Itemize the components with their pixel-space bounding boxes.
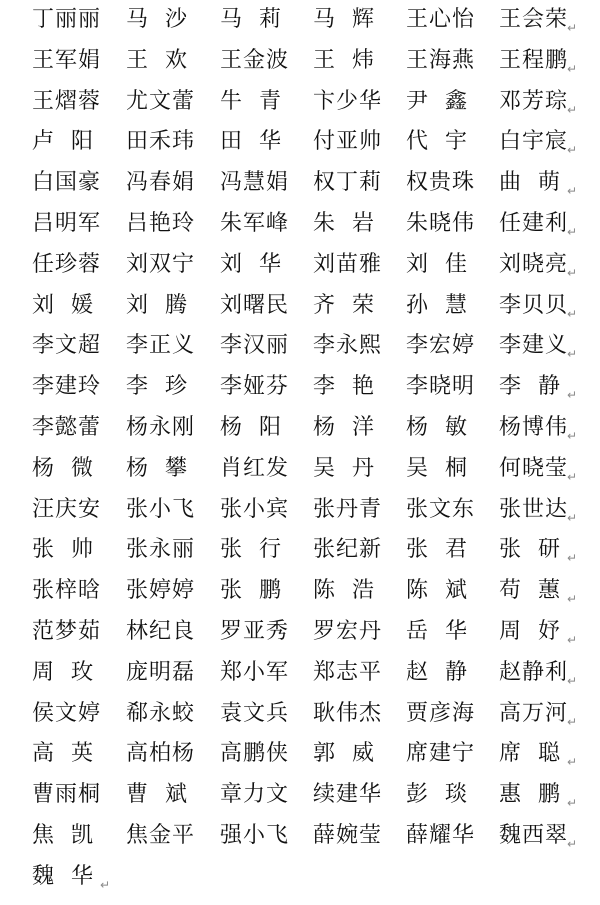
person-name: 曹 斌 [126, 782, 188, 808]
person-name: 李 艳 [313, 374, 375, 400]
person-name: 杨 攀 [126, 455, 188, 481]
person-name: 刘晓亮 [499, 251, 569, 277]
person-name: 杨永刚 [126, 415, 196, 440]
person-name: 肖红发 [220, 455, 290, 481]
person-name: 白国豪 [32, 170, 102, 196]
name-row [0, 163, 600, 203]
person-name: 任建利 [499, 211, 569, 236]
person-name: 张世达 [499, 496, 569, 522]
person-name: 杨博伟 [499, 415, 569, 440]
person-name: 杨 洋 [313, 415, 375, 440]
person-name: 丁丽丽 [32, 7, 102, 32]
person-name: 田 华 [220, 129, 282, 155]
person-name: 张 鹏 [220, 578, 282, 604]
paragraph-mark-icon: ↵ [567, 633, 578, 647]
person-name: 刘 佳 [406, 251, 468, 277]
name-row [0, 653, 600, 693]
name-row [0, 41, 600, 81]
person-name: 张 研 [499, 537, 561, 563]
person-name: 张丹青 [313, 496, 383, 522]
person-name: 薛婉莹 [313, 823, 383, 848]
name-row [0, 734, 600, 774]
person-name: 李懿蕾 [32, 415, 102, 440]
person-name: 吴 桐 [406, 455, 468, 481]
person-name: 曹雨桐 [32, 782, 102, 808]
person-name: 李 静 [499, 374, 561, 400]
paragraph-mark-icon: ↵ [567, 755, 578, 770]
person-name: 焦 凯 [32, 823, 94, 848]
paragraph-mark-icon: ↵ [567, 714, 578, 729]
person-name: 汪庆安 [32, 496, 102, 522]
person-name: 刘 腾 [126, 292, 188, 318]
person-name: 张文东 [406, 496, 476, 522]
person-name: 张婷婷 [126, 578, 196, 604]
person-name: 任珍蓉 [32, 251, 102, 277]
name-row [0, 857, 600, 897]
person-name: 李永熙 [313, 333, 383, 359]
person-name: 王军娟 [32, 47, 102, 73]
person-name: 袁文兵 [220, 700, 290, 726]
person-name: 周 妤 [499, 619, 561, 644]
person-name: 薛耀华 [406, 823, 476, 848]
person-name: 张 帅 [32, 537, 94, 563]
person-name: 杨 阳 [220, 415, 282, 440]
person-name: 耿伟杰 [313, 700, 383, 726]
person-name: 续建华 [313, 782, 383, 808]
person-name: 卞少华 [313, 88, 383, 114]
paragraph-mark-icon: ↵ [567, 225, 578, 239]
name-row [0, 775, 600, 815]
paragraph-mark-icon: ↵ [100, 877, 111, 892]
name-row [0, 612, 600, 652]
name-row [0, 367, 600, 407]
person-name: 张纪新 [313, 537, 383, 563]
name-row [0, 449, 600, 489]
paragraph-mark-icon: ↵ [567, 673, 578, 688]
paragraph-mark-icon: ↵ [567, 102, 578, 117]
person-name: 林纪良 [126, 619, 196, 644]
person-name: 吕艳玲 [126, 211, 196, 236]
paragraph-mark-icon: ↵ [567, 347, 578, 362]
person-name: 冯春娟 [126, 170, 196, 196]
name-row [0, 408, 600, 448]
person-name: 白宇宸 [499, 129, 569, 155]
person-name: 惠 鹏 [499, 782, 561, 808]
person-name: 王程鹏 [499, 47, 569, 73]
person-name: 魏 华 [32, 863, 94, 889]
person-name: 尹 鑫 [406, 88, 468, 114]
person-name: 侯文婷 [32, 700, 102, 726]
person-name: 朱 岩 [313, 211, 375, 236]
person-name: 李文超 [32, 333, 102, 359]
name-row [0, 816, 600, 856]
person-name: 朱军峰 [220, 211, 290, 236]
person-name: 李宏婷 [406, 333, 476, 359]
paragraph-mark-icon: ↵ [567, 21, 578, 35]
person-name: 席建宁 [406, 741, 476, 767]
person-name: 杨 敏 [406, 415, 468, 440]
person-name: 李建义 [499, 333, 569, 359]
person-name: 彭 琰 [406, 782, 468, 808]
name-row [0, 122, 600, 162]
person-name: 刘曙民 [220, 292, 290, 318]
paragraph-mark-icon: ↵ [567, 796, 578, 811]
person-name: 代 宇 [406, 129, 468, 155]
paragraph-mark-icon: ↵ [567, 61, 578, 76]
person-name: 贾彦海 [406, 700, 476, 726]
paragraph-mark-icon: ↵ [567, 184, 578, 199]
person-name: 强小飞 [220, 823, 290, 848]
name-row [0, 82, 600, 122]
person-name: 田禾玮 [126, 129, 196, 155]
person-name: 高 英 [32, 741, 94, 767]
name-row [0, 490, 600, 530]
person-name: 章力文 [220, 782, 290, 808]
person-name: 马 沙 [126, 7, 188, 32]
person-name: 李正义 [126, 333, 196, 359]
person-name: 吕明军 [32, 211, 102, 236]
person-name: 郗永蛟 [126, 700, 196, 726]
person-name: 高柏杨 [126, 741, 196, 767]
person-name: 魏西翠 [499, 823, 569, 848]
person-name: 刘双宁 [126, 251, 196, 277]
person-name: 吴 丹 [313, 455, 375, 481]
person-name: 张 行 [220, 537, 282, 563]
paragraph-mark-icon: ↵ [567, 265, 578, 280]
person-name: 马 莉 [220, 7, 282, 32]
paragraph-mark-icon: ↵ [567, 306, 578, 321]
name-row [0, 530, 600, 570]
person-name: 冯慧娟 [220, 170, 290, 196]
name-row [0, 326, 600, 366]
person-name: 罗亚秀 [220, 619, 290, 644]
person-name: 苟 蕙 [499, 578, 561, 604]
name-row [0, 286, 600, 326]
person-name: 马 辉 [313, 7, 375, 32]
person-name: 刘苗雅 [313, 251, 383, 277]
name-row [0, 571, 600, 611]
person-name: 李 珍 [126, 374, 188, 400]
person-name: 李建玲 [32, 374, 102, 400]
person-name: 王金波 [220, 47, 290, 73]
person-name: 赵 静 [406, 659, 468, 685]
person-name: 刘 媛 [32, 292, 94, 318]
person-name: 李汉丽 [220, 333, 290, 359]
person-name: 刘 华 [220, 251, 282, 277]
person-name: 杨 微 [32, 455, 94, 481]
person-name: 权贵珠 [406, 170, 476, 196]
person-name: 庞明磊 [126, 659, 196, 685]
paragraph-mark-icon: ↵ [567, 837, 578, 851]
person-name: 王心怡 [406, 7, 476, 32]
person-name: 齐 荣 [313, 292, 375, 318]
person-name: 郭 威 [313, 741, 375, 767]
person-name: 曲 萌 [499, 170, 561, 196]
name-row [0, 204, 600, 244]
paragraph-mark-icon: ↵ [567, 429, 578, 443]
person-name: 李贝贝 [499, 292, 569, 318]
name-row [0, 245, 600, 285]
person-name: 张梓晗 [32, 578, 102, 604]
person-name: 高万河 [499, 700, 569, 726]
person-name: 张 君 [406, 537, 468, 563]
person-name: 张小飞 [126, 496, 196, 522]
person-name: 高鹏侠 [220, 741, 290, 767]
person-name: 权丁莉 [313, 170, 383, 196]
person-name: 王 炜 [313, 47, 375, 73]
name-row [0, 0, 600, 40]
person-name: 陈 斌 [406, 578, 468, 604]
person-name: 邓芳琮 [499, 88, 569, 114]
person-name: 周 玫 [32, 659, 94, 685]
paragraph-mark-icon: ↵ [567, 551, 578, 566]
person-name: 付亚帅 [313, 129, 383, 155]
person-name: 牛 青 [220, 88, 282, 114]
person-name: 王海燕 [406, 47, 476, 73]
paragraph-mark-icon: ↵ [567, 510, 578, 525]
person-name: 岳 华 [406, 619, 468, 644]
person-name: 王 欢 [126, 47, 188, 73]
person-name: 张小宾 [220, 496, 290, 522]
person-name: 王会荣 [499, 7, 569, 32]
person-name: 尤文蕾 [126, 88, 196, 114]
person-name: 范梦茹 [32, 619, 102, 644]
person-name: 焦金平 [126, 823, 196, 848]
person-name: 赵静利 [499, 659, 569, 685]
person-name: 朱晓伟 [406, 211, 476, 236]
person-name: 张永丽 [126, 537, 196, 563]
person-name: 李娅芬 [220, 374, 290, 400]
person-name: 孙 慧 [406, 292, 468, 318]
paragraph-mark-icon: ↵ [567, 592, 578, 607]
person-name: 陈 浩 [313, 578, 375, 604]
person-name: 李晓明 [406, 374, 476, 400]
paragraph-mark-icon: ↵ [567, 469, 578, 484]
person-name: 罗宏丹 [313, 619, 383, 644]
name-row [0, 694, 600, 734]
paragraph-mark-icon: ↵ [567, 388, 578, 403]
person-name: 郑小军 [220, 659, 290, 685]
person-name: 卢 阳 [32, 129, 94, 155]
person-name: 席 聪 [499, 741, 561, 767]
person-name: 王熠蓉 [32, 88, 102, 114]
paragraph-mark-icon: ↵ [567, 143, 578, 158]
person-name: 郑志平 [313, 659, 383, 685]
person-name: 何晓莹 [499, 455, 569, 481]
